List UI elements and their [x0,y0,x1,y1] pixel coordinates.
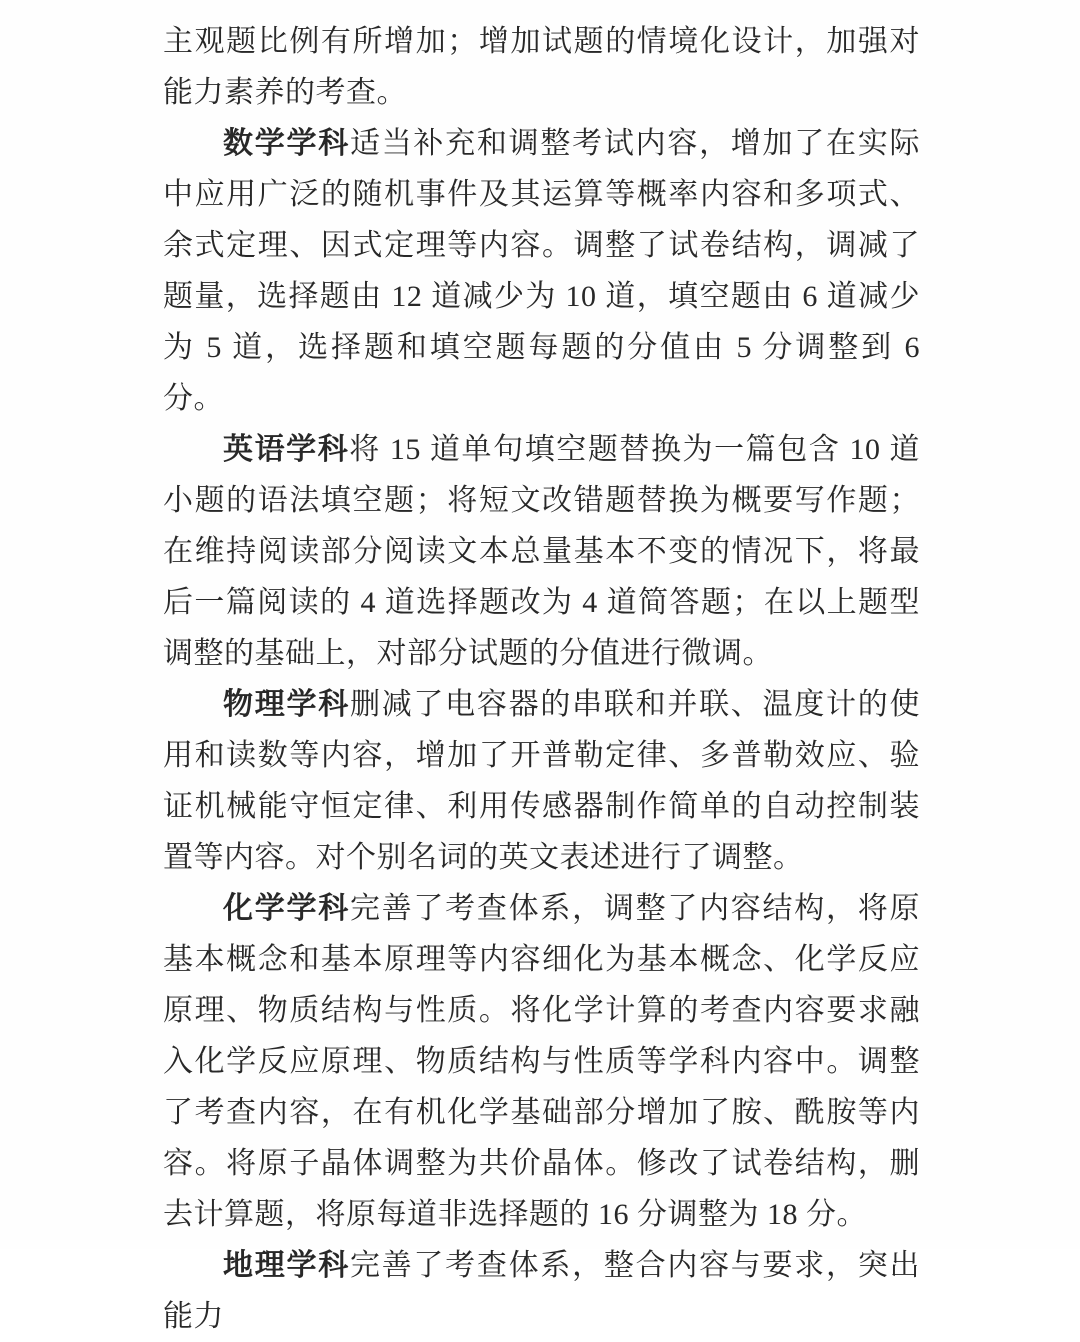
paragraph-lead-geography: 地理学科 [223,1249,350,1282]
paragraph-text: 删减了电容器的串联和并联、温度计的使用和读数等内容，增加了开普勒定律、多普勒效应、验证机械能守恒定律、利用传感器制作简单的自动控制装置等内容。对个别名词的英文表述进行了调整。 [163,688,921,874]
paragraph-lead-chemistry: 化学学科 [223,892,350,925]
paragraph-lead-math: 数学学科 [223,127,350,160]
paragraph-text: 完善了考查体系，调整了内容结构，将原基本概念和基本原理等内容细化为基本概念、化学反应原理、物质结构与性质。将化学计算的考查内容要求融入化学反应原理、物质结构与性质等学科内容中。调整了考查内容，在有机化学基础部分增加了胺、酰胺等内容。将原子晶体调整为共价晶体。修改了试卷结构，删去计算题，将原每道非选择题的 16 分调整为 18 分。 [163,892,921,1231]
paragraph-lead-physics: 物理学科 [223,688,350,721]
paragraph-physics [163,679,920,883]
paragraph-text: 适当补充和调整考试内容，增加了在实际中应用广泛的随机事件及其运算等概率内容和多项式、余式定理、因式定理等内容。调整了试卷结构，调减了题量，选择题由 12 道减少为 10 道，填空题由 6 道减少为 5 道，选择题和填空题每题的分值由 5 分调整到 6 分。 [163,127,921,415]
document-body [163,16,920,1342]
paragraph-english [163,424,920,679]
paragraph-chemistry [163,883,920,1240]
paragraph-geography [163,1240,920,1342]
paragraph-math [163,118,920,424]
paragraph-continuation [163,16,920,118]
paragraph-lead-english: 英语学科 [223,433,350,466]
paragraph-text: 主观题比例有所增加；增加试题的情境化设计，加强对能力素养的考查。 [163,25,920,109]
paragraph-text: 完善了考查体系，整合内容与要求，突出能力 [163,1249,921,1333]
paragraph-text: 将 15 道单句填空题替换为一篇包含 10 道小题的语法填空题；将短文改错题替换为概要写作题；在维持阅读部分阅读文本总量基本不变的情况下，将最后一篇阅读的 4 道选择题改为 4 道简答题；在以上题型调整的基础上，对部分试题的分值进行微调。 [163,433,921,670]
